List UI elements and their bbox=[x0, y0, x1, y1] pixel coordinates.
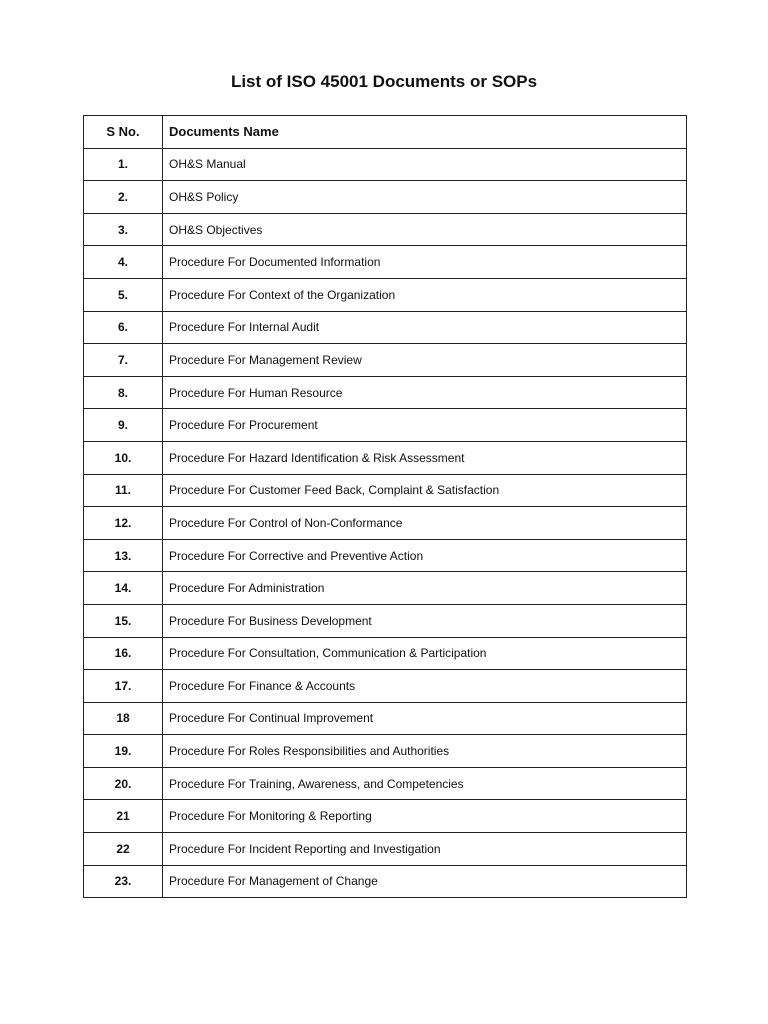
document-name-cell: Procedure For Context of the Organization bbox=[163, 278, 687, 311]
document-name-cell: Procedure For Training, Awareness, and Competencies bbox=[163, 767, 687, 800]
documents-table bbox=[83, 115, 687, 898]
table-row bbox=[84, 278, 687, 311]
table-row bbox=[84, 181, 687, 214]
table-row bbox=[84, 800, 687, 833]
document-name-cell: Procedure For Business Development bbox=[163, 604, 687, 637]
document-name-cell: Procedure For Corrective and Preventive Action bbox=[163, 539, 687, 572]
serial-number-cell: 4. bbox=[84, 246, 163, 279]
document-name-cell: Procedure For Monitoring & Reporting bbox=[163, 800, 687, 833]
table-row bbox=[84, 539, 687, 572]
table-row bbox=[84, 148, 687, 181]
document-name-cell: OH&S Objectives bbox=[163, 213, 687, 246]
serial-number-cell: 20. bbox=[84, 767, 163, 800]
table-header bbox=[84, 116, 687, 149]
table-row bbox=[84, 409, 687, 442]
serial-number-cell: 7. bbox=[84, 344, 163, 377]
table-row bbox=[84, 246, 687, 279]
serial-number-cell: 15. bbox=[84, 604, 163, 637]
serial-number-cell: 9. bbox=[84, 409, 163, 442]
document-name-cell: Procedure For Control of Non-Conformance bbox=[163, 507, 687, 540]
serial-number-cell: 12. bbox=[84, 507, 163, 540]
document-name-cell: Procedure For Continual Improvement bbox=[163, 702, 687, 735]
document-name-cell: Procedure For Human Resource bbox=[163, 376, 687, 409]
table-body bbox=[84, 148, 687, 898]
serial-number-cell: 18 bbox=[84, 702, 163, 735]
serial-number-cell: 23. bbox=[84, 865, 163, 898]
table-row bbox=[84, 767, 687, 800]
document-name-cell: Procedure For Procurement bbox=[163, 409, 687, 442]
document-name-cell: OH&S Policy bbox=[163, 181, 687, 214]
document-name-cell: Procedure For Incident Reporting and Investigation bbox=[163, 833, 687, 866]
document-name-cell: Procedure For Finance & Accounts bbox=[163, 670, 687, 703]
table-row bbox=[84, 376, 687, 409]
table-row bbox=[84, 735, 687, 768]
document-name-cell: Procedure For Hazard Identification & Risk Assessment bbox=[163, 441, 687, 474]
document-name-cell: Procedure For Internal Audit bbox=[163, 311, 687, 344]
serial-number-cell: 21 bbox=[84, 800, 163, 833]
serial-number-cell: 13. bbox=[84, 539, 163, 572]
serial-number-cell: 3. bbox=[84, 213, 163, 246]
document-name-cell: Procedure For Roles Responsibilities and Authorities bbox=[163, 735, 687, 768]
serial-number-cell: 1. bbox=[84, 148, 163, 181]
serial-number-cell: 22 bbox=[84, 833, 163, 866]
document-name-cell: Procedure For Documented Information bbox=[163, 246, 687, 279]
serial-number-cell: 16. bbox=[84, 637, 163, 670]
table-row bbox=[84, 865, 687, 898]
table-row bbox=[84, 311, 687, 344]
serial-number-cell: 14. bbox=[84, 572, 163, 605]
table-row bbox=[84, 474, 687, 507]
table-row bbox=[84, 572, 687, 605]
table-row bbox=[84, 344, 687, 377]
table-row bbox=[84, 637, 687, 670]
serial-number-cell: 2. bbox=[84, 181, 163, 214]
table-row bbox=[84, 441, 687, 474]
serial-number-cell: 19. bbox=[84, 735, 163, 768]
table-row bbox=[84, 670, 687, 703]
table-row bbox=[84, 507, 687, 540]
document-name-cell: Procedure For Consultation, Communication & Participation bbox=[163, 637, 687, 670]
serial-number-cell: 8. bbox=[84, 376, 163, 409]
header-documents-name: Documents Name bbox=[163, 116, 687, 149]
table-row bbox=[84, 604, 687, 637]
serial-number-cell: 10. bbox=[84, 441, 163, 474]
serial-number-cell: 5. bbox=[84, 278, 163, 311]
document-name-cell: Procedure For Management Review bbox=[163, 344, 687, 377]
document-name-cell: Procedure For Customer Feed Back, Complaint & Satisfaction bbox=[163, 474, 687, 507]
serial-number-cell: 11. bbox=[84, 474, 163, 507]
serial-number-cell: 6. bbox=[84, 311, 163, 344]
table-row bbox=[84, 702, 687, 735]
serial-number-cell: 17. bbox=[84, 670, 163, 703]
table-row bbox=[84, 833, 687, 866]
document-name-cell: OH&S Manual bbox=[163, 148, 687, 181]
table-row bbox=[84, 213, 687, 246]
header-serial-number: S No. bbox=[84, 116, 163, 149]
document-title: List of ISO 45001 Documents or SOPs bbox=[230, 72, 538, 91]
document-name-cell: Procedure For Management of Change bbox=[163, 865, 687, 898]
table-header-row bbox=[84, 116, 687, 149]
document-name-cell: Procedure For Administration bbox=[163, 572, 687, 605]
